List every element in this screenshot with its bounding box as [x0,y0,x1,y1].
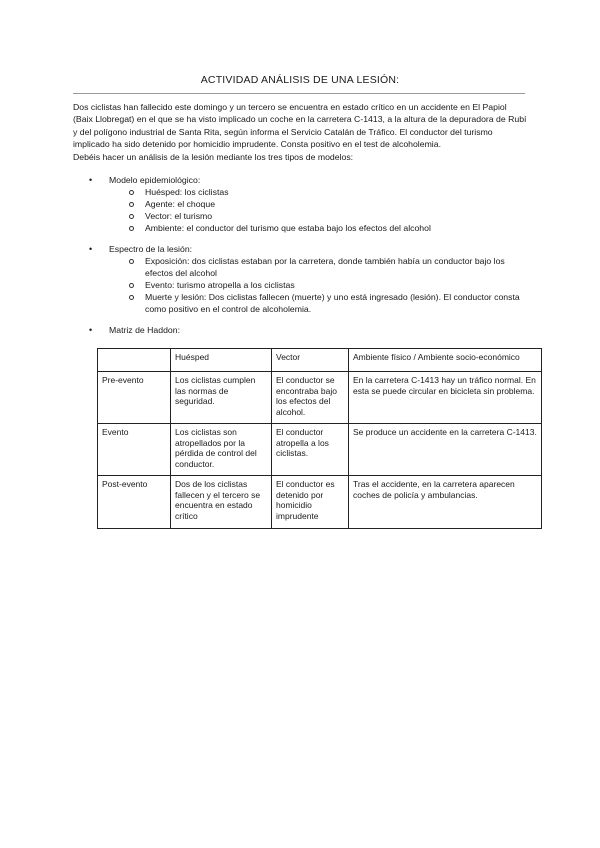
title-divider [73,93,525,94]
list-item: Exposición: dos ciclistas estaban por la carretera, donde también había un conductor bajo los efectos del alcohol [89,255,529,279]
table-cell: El conductor se encontraba bajo los efectos del alcohol. [272,372,349,424]
table-cell: Los ciclistas cumplen las normas de seguridad. [171,372,272,424]
row-phase-label: Evento [98,424,171,476]
list-item: Agente: el choque [89,198,529,210]
header-cell: Ambiente físico / Ambiente socio-económico [349,349,542,372]
table-row [98,372,542,424]
row-phase-label: Pre-evento [98,372,171,424]
table-cell: Tras el accidente, en la carretera aparecen coches de policía y ambulancias. [349,476,542,529]
table-cell: El conductor es detenido por homicidio imprudente [272,476,349,529]
table-row [98,476,542,529]
table-cell: Dos de los ciclistas fallecen y el tercero se encuentra en estado crítico [171,476,272,529]
section-epidemiological-model [89,174,529,234]
sub-list [89,186,529,234]
list-item: Ambiente: el conductor del turismo que estaba bajo los efectos del alcohol [89,222,529,234]
intro-text [73,101,527,163]
intro-instruction: Debéis hacer un análisis de la lesión mediante los tres tipos de modelos: [73,151,354,162]
row-phase-label: Post-evento [98,476,171,529]
list-item: Evento: turismo atropella a los ciclistas [89,279,529,291]
table-cell: Los ciclistas son atropellados por la pérdida de control del conductor. [171,424,272,476]
haddon-matrix-table [97,348,542,529]
section-heading: • Espectro de la lesión: [89,243,529,255]
list-item: Huésped: los ciclistas [89,186,529,198]
section-injury-spectrum [89,243,529,315]
section-heading: • Modelo epidemiológico: [89,174,529,186]
table-cell: El conductor atropella a los ciclistas. [272,424,349,476]
table-header-row [98,349,542,372]
header-cell [98,349,171,372]
header-cell: Huésped [171,349,272,372]
table-cell: En la carretera C-1413 hay un tráfico normal. En esta se puede circular en bicicleta sin problema. [349,372,542,424]
header-cell: Vector [272,349,349,372]
sub-list [89,255,529,315]
page-title: ACTIVIDAD ANÁLISIS DE UNA LESIÓN: [200,74,400,86]
table-cell: Se produce un accidente en la carretera C-1413. [349,424,542,476]
table-row [98,424,542,476]
section-haddon-matrix [89,324,529,336]
list-item: Muerte y lesión: Dos ciclistas fallecen (muerte) y uno está ingresado (lesión). El conductor consta como positivo en el control de alcoholemia. [89,291,529,315]
list-item: Vector: el turismo [89,210,529,222]
intro-paragraph: Dos ciclistas han fallecido este domingo y un tercero se encuentra en estado crítico en un accidente en El Papiol (Baix Llobregat) en el que se ha visto implicado un coche en la carretera C-1413, a la altura de la depuradora de Rubí y del polígono industrial de Santa Rita, según informa el Servicio Catalán de Tráfico. El conductor del turismo implicado ha sido detenido por homicidio imprudente. Consta positivo en el test de alcoholemia. [73,102,527,150]
section-heading: • Matriz de Haddon: [89,324,529,336]
